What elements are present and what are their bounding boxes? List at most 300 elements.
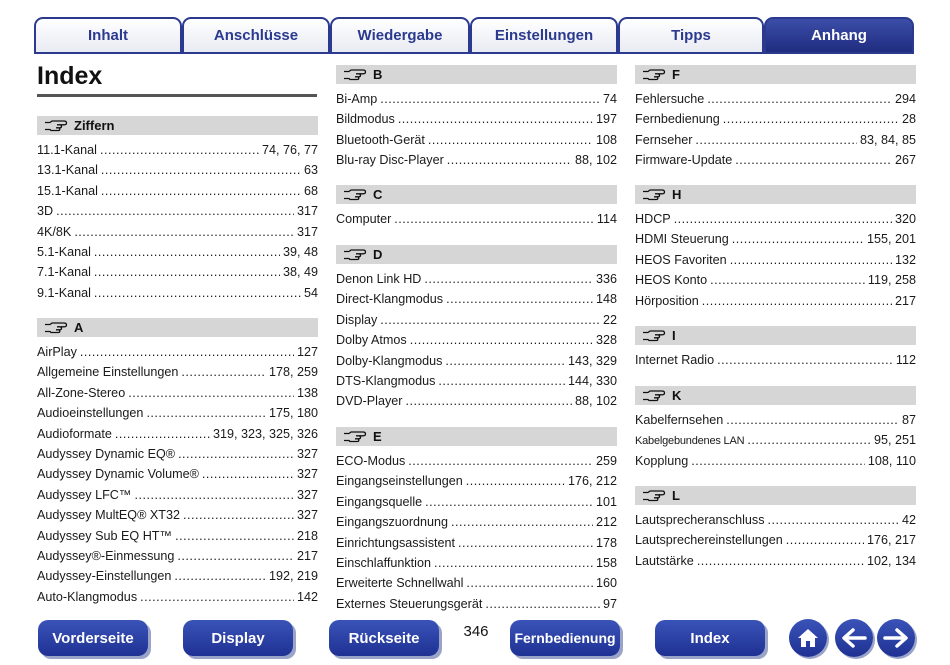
entry-pages[interactable]: 317 bbox=[296, 224, 318, 239]
section-heading bbox=[336, 427, 617, 446]
leader-dots bbox=[101, 181, 301, 201]
entry-term: Eingangszuordnung bbox=[336, 515, 449, 530]
entry-term: Einschlaffunktion bbox=[336, 555, 431, 570]
leader-dots bbox=[695, 130, 857, 150]
entry-pages[interactable]: 267 bbox=[894, 153, 916, 168]
index-button[interactable]: Index bbox=[655, 620, 765, 656]
leader-dots bbox=[691, 451, 865, 471]
entry-term: Eingangseinstellungen bbox=[336, 474, 463, 489]
index-entry[interactable] bbox=[336, 371, 617, 391]
entry-pages[interactable]: 87 bbox=[901, 413, 916, 427]
entry-pages[interactable]: 97 bbox=[602, 596, 617, 611]
leader-dots bbox=[202, 464, 294, 484]
entry-term: Bildmodus bbox=[336, 112, 395, 127]
entry-pages[interactable]: 160 bbox=[595, 576, 617, 591]
entry-term: Computer bbox=[336, 212, 392, 226]
display-button[interactable]: Display bbox=[183, 620, 293, 656]
leader-dots bbox=[174, 566, 266, 586]
entry-term: Lautsprechereinstellungen bbox=[635, 533, 783, 548]
leader-dots bbox=[451, 512, 593, 532]
pointing-hand-icon bbox=[642, 390, 666, 402]
entry-pages[interactable]: 142 bbox=[296, 589, 318, 604]
leader-dots bbox=[458, 533, 593, 553]
leader-dots bbox=[80, 342, 294, 362]
entry-pages[interactable]: 95, 251 bbox=[873, 433, 916, 448]
leader-dots bbox=[730, 250, 892, 270]
pointing-hand-icon bbox=[343, 189, 367, 201]
index-entry[interactable] bbox=[336, 553, 617, 573]
entry-pages[interactable]: 178 bbox=[595, 535, 617, 550]
entry-list bbox=[37, 140, 318, 303]
index-entry[interactable] bbox=[635, 270, 916, 290]
section-letter: L bbox=[672, 488, 680, 503]
leader-dots bbox=[710, 270, 865, 290]
section-letter: D bbox=[373, 247, 383, 262]
index-entry[interactable] bbox=[336, 289, 617, 309]
entry-term: 3D bbox=[37, 204, 54, 219]
leader-dots bbox=[697, 551, 864, 571]
entry-term: Audyssey Dynamic EQ® bbox=[37, 446, 176, 461]
index-entry[interactable] bbox=[37, 342, 318, 362]
index-entry[interactable] bbox=[635, 89, 916, 109]
entry-term: HDCP bbox=[635, 212, 671, 226]
index-entry[interactable] bbox=[336, 130, 617, 150]
section-heading bbox=[635, 326, 916, 345]
section-letter: B bbox=[373, 67, 383, 82]
entry-term: Allgemeine Einstellungen bbox=[37, 365, 179, 380]
remote-control-button[interactable]: Fernbedienung bbox=[510, 620, 620, 656]
entry-term: HDMI Steuerung bbox=[635, 232, 729, 247]
entry-term: Audyssey-Einstellungen bbox=[37, 569, 172, 584]
leader-dots bbox=[181, 362, 266, 382]
entry-pages[interactable]: 63 bbox=[303, 163, 318, 178]
pointing-hand-icon bbox=[642, 490, 666, 502]
tab-wiedergabe[interactable]: Wiedergabe bbox=[330, 17, 470, 52]
entry-term: Fernseher bbox=[635, 132, 693, 147]
entry-pages[interactable]: 102, 134 bbox=[866, 553, 916, 568]
leader-dots bbox=[94, 283, 301, 303]
entry-pages[interactable]: 83, 84, 85 bbox=[859, 132, 916, 147]
entry-pages[interactable]: 176, 212 bbox=[567, 474, 617, 489]
section-heading bbox=[635, 65, 916, 84]
entry-term: Hörposition bbox=[635, 293, 699, 308]
section-heading bbox=[37, 116, 318, 135]
entry-pages[interactable]: 317 bbox=[296, 204, 318, 219]
leader-dots bbox=[735, 150, 892, 170]
index-entry[interactable] bbox=[635, 350, 916, 370]
entry-term: Lautsprecheranschluss bbox=[635, 513, 765, 527]
leader-dots bbox=[446, 289, 593, 309]
section-letter: C bbox=[373, 187, 383, 202]
index-section bbox=[336, 65, 617, 171]
page-title: Index bbox=[37, 62, 103, 90]
index-entry[interactable] bbox=[37, 444, 318, 464]
index-entry[interactable] bbox=[635, 229, 916, 249]
entry-pages[interactable]: 88, 102 bbox=[574, 153, 617, 168]
leader-dots bbox=[702, 291, 892, 311]
pointing-hand-icon bbox=[343, 69, 367, 81]
entry-term: Audyssey Sub EQ HT™ bbox=[37, 528, 173, 543]
leader-dots bbox=[394, 209, 594, 229]
entry-pages[interactable]: 178, 259 bbox=[268, 365, 318, 380]
entry-term: All-Zone-Stereo bbox=[37, 385, 126, 400]
index-entry[interactable] bbox=[635, 109, 916, 129]
entry-pages[interactable]: 39, 48 bbox=[282, 244, 318, 259]
entry-pages[interactable]: 108, 110 bbox=[867, 453, 916, 468]
index-entry[interactable] bbox=[635, 451, 916, 471]
entry-pages[interactable]: 143, 329 bbox=[567, 353, 617, 368]
index-entry[interactable] bbox=[336, 310, 617, 330]
entry-pages[interactable]: 336 bbox=[595, 272, 617, 286]
leader-dots bbox=[445, 351, 565, 371]
entry-pages[interactable]: 28 bbox=[901, 112, 916, 127]
entry-term: 5.1-Kanal bbox=[37, 244, 91, 259]
leader-dots bbox=[466, 471, 565, 491]
index-entry[interactable] bbox=[37, 505, 318, 525]
index-entry[interactable] bbox=[635, 130, 916, 150]
entry-list bbox=[336, 269, 617, 412]
entry-term: Blu-ray Disc-Player bbox=[336, 153, 444, 168]
section-heading bbox=[635, 486, 916, 505]
index-entry[interactable] bbox=[37, 383, 318, 403]
pointing-hand-icon bbox=[642, 330, 666, 342]
index-entry[interactable] bbox=[336, 533, 617, 553]
back-button[interactable] bbox=[835, 619, 873, 657]
index-entry[interactable] bbox=[37, 160, 318, 180]
entry-list bbox=[336, 89, 617, 171]
section-heading bbox=[37, 318, 318, 337]
leader-dots bbox=[140, 587, 294, 607]
entry-pages[interactable]: 114 bbox=[596, 212, 617, 226]
leader-dots bbox=[428, 130, 593, 150]
index-entry[interactable] bbox=[37, 546, 318, 566]
entry-pages[interactable]: 327 bbox=[296, 508, 318, 523]
entry-pages[interactable]: 38, 49 bbox=[282, 265, 318, 280]
index-entry[interactable] bbox=[635, 291, 916, 311]
leader-dots bbox=[768, 510, 899, 530]
leader-dots bbox=[674, 209, 892, 229]
index-entry[interactable] bbox=[37, 587, 318, 607]
entry-term: Audyssey MultEQ® XT32 bbox=[37, 508, 180, 523]
entry-list bbox=[635, 209, 916, 311]
entry-term: Bluetooth-Gerät bbox=[336, 132, 425, 147]
leader-dots bbox=[380, 310, 600, 330]
section-heading bbox=[635, 386, 916, 405]
entry-pages[interactable]: 175, 180 bbox=[268, 406, 318, 421]
entry-pages[interactable]: 218 bbox=[296, 528, 318, 543]
index-entry[interactable] bbox=[336, 573, 617, 593]
pointing-hand-icon bbox=[642, 69, 666, 81]
entry-pages[interactable]: 74 bbox=[602, 92, 617, 106]
entry-pages[interactable]: 327 bbox=[296, 487, 318, 502]
index-entry[interactable] bbox=[336, 209, 617, 229]
entry-term: Audyssey®-Einmessung bbox=[37, 548, 175, 563]
entry-pages[interactable]: 327 bbox=[296, 467, 318, 482]
index-entry[interactable] bbox=[37, 201, 318, 221]
leader-dots bbox=[94, 242, 280, 262]
leader-dots bbox=[707, 89, 892, 109]
entry-term: Audioformate bbox=[37, 426, 112, 441]
leader-dots bbox=[100, 140, 259, 160]
leader-dots bbox=[177, 546, 294, 566]
tab-bar bbox=[34, 17, 914, 53]
entry-list bbox=[635, 89, 916, 171]
entry-pages[interactable]: 132 bbox=[894, 252, 916, 267]
leader-dots bbox=[101, 160, 301, 180]
entry-pages[interactable]: 74, 76, 77 bbox=[261, 143, 318, 157]
leader-dots bbox=[94, 262, 280, 282]
index-entry[interactable] bbox=[336, 269, 617, 289]
entry-pages[interactable]: 328 bbox=[595, 333, 617, 348]
index-entry[interactable] bbox=[37, 485, 318, 505]
entry-term: Fernbedienung bbox=[635, 112, 720, 127]
entry-list bbox=[336, 209, 617, 229]
leader-dots bbox=[747, 430, 871, 450]
leader-dots bbox=[434, 553, 593, 573]
entry-term: Audyssey LFC™ bbox=[37, 487, 132, 502]
index-entry[interactable] bbox=[37, 222, 318, 242]
index-section bbox=[336, 185, 617, 229]
entry-term: HEOS Favoriten bbox=[635, 252, 727, 267]
entry-pages[interactable]: 294 bbox=[894, 92, 916, 106]
entry-term: 11.1-Kanal bbox=[37, 143, 97, 157]
leader-dots bbox=[183, 505, 294, 525]
section-letter: F bbox=[672, 67, 680, 82]
tab-inhalt[interactable]: Inhalt bbox=[34, 17, 182, 52]
index-entry[interactable] bbox=[635, 209, 916, 229]
tab-tipps[interactable]: Tipps bbox=[618, 17, 764, 52]
entry-term: 15.1-Kanal bbox=[37, 183, 98, 198]
pointing-hand-icon bbox=[343, 249, 367, 261]
entry-term: Externes Steuerungsgerät bbox=[336, 596, 483, 611]
leader-dots bbox=[438, 371, 565, 391]
entry-term: 7.1-Kanal bbox=[37, 265, 91, 280]
back-arrow-icon bbox=[841, 628, 867, 648]
entry-term: Dolby Atmos bbox=[336, 333, 407, 348]
leader-dots bbox=[380, 89, 600, 109]
entry-term: Internet Radio bbox=[635, 353, 715, 367]
index-entry[interactable] bbox=[336, 512, 617, 532]
entry-term: Kopplung bbox=[635, 453, 689, 468]
entry-pages[interactable]: 88, 102 bbox=[574, 394, 617, 409]
index-section bbox=[635, 386, 916, 471]
index-entry[interactable] bbox=[336, 150, 617, 170]
index-entry[interactable] bbox=[336, 451, 617, 471]
entry-term: Firmware-Update bbox=[635, 153, 733, 168]
entry-pages[interactable]: 112 bbox=[895, 353, 916, 367]
index-entry[interactable] bbox=[336, 89, 617, 109]
entry-term: Lautstärke bbox=[635, 553, 694, 568]
entry-term: DVD-Player bbox=[336, 394, 403, 409]
section-letter: Ziffern bbox=[74, 118, 115, 133]
index-entry[interactable] bbox=[37, 464, 318, 484]
entry-term: Bi-Amp bbox=[336, 92, 378, 106]
index-entry[interactable] bbox=[336, 330, 617, 350]
forward-button[interactable] bbox=[877, 619, 915, 657]
index-entry[interactable] bbox=[336, 391, 617, 411]
section-letter: K bbox=[672, 388, 682, 403]
entry-term: Erweiterte Schnellwahl bbox=[336, 576, 464, 591]
entry-term: Kabelfernsehen bbox=[635, 413, 724, 427]
index-section bbox=[37, 318, 318, 607]
index-entry[interactable] bbox=[336, 471, 617, 491]
entry-pages[interactable]: 155, 201 bbox=[866, 232, 916, 247]
entry-pages[interactable]: 119, 258 bbox=[867, 273, 916, 288]
home-icon bbox=[796, 627, 820, 649]
index-section bbox=[635, 65, 916, 171]
leader-dots bbox=[405, 391, 571, 411]
entry-pages[interactable]: 319, 323, 325, 326 bbox=[212, 426, 318, 441]
index-entry[interactable] bbox=[635, 410, 916, 430]
entry-pages[interactable]: 101 bbox=[595, 494, 617, 509]
index-entry[interactable] bbox=[37, 242, 318, 262]
entry-pages[interactable]: 108 bbox=[595, 132, 617, 147]
index-entry[interactable] bbox=[336, 492, 617, 512]
pointing-hand-icon bbox=[642, 189, 666, 201]
leader-dots bbox=[786, 530, 864, 550]
entry-term: Denon Link HD bbox=[336, 272, 422, 286]
entry-term: Auto-Klangmodus bbox=[37, 589, 138, 604]
index-entry[interactable] bbox=[336, 594, 617, 614]
leader-dots bbox=[134, 485, 294, 505]
index-entry[interactable] bbox=[635, 150, 916, 170]
leader-dots bbox=[128, 383, 294, 403]
leader-dots bbox=[447, 150, 572, 170]
index-entry[interactable] bbox=[635, 530, 916, 550]
entry-term: Direct-Klangmodus bbox=[336, 292, 444, 307]
entry-list bbox=[635, 350, 916, 370]
index-entry[interactable] bbox=[635, 510, 916, 530]
index-entry[interactable] bbox=[37, 424, 318, 444]
entry-pages[interactable]: 259 bbox=[595, 454, 617, 468]
entry-list bbox=[635, 510, 916, 571]
leader-dots bbox=[717, 350, 893, 370]
pointing-hand-icon bbox=[44, 120, 68, 132]
entry-pages[interactable]: 54 bbox=[303, 285, 318, 300]
leader-dots bbox=[466, 573, 593, 593]
entry-pages[interactable]: 176, 217 bbox=[866, 533, 916, 548]
entry-list bbox=[336, 451, 617, 614]
index-entry[interactable] bbox=[37, 403, 318, 423]
entry-pages[interactable]: 197 bbox=[595, 112, 617, 127]
leader-dots bbox=[732, 229, 864, 249]
section-heading bbox=[336, 185, 617, 204]
leader-dots bbox=[146, 403, 266, 423]
entry-term: Einrichtungsassistent bbox=[336, 535, 456, 550]
entry-pages[interactable]: 138 bbox=[296, 385, 318, 400]
leader-dots bbox=[726, 410, 899, 430]
leader-dots bbox=[115, 424, 210, 444]
entry-pages[interactable]: 42 bbox=[901, 513, 916, 527]
entry-pages[interactable]: 158 bbox=[595, 555, 617, 570]
index-entry[interactable] bbox=[336, 109, 617, 129]
tab-anschluesse[interactable]: Anschlüsse bbox=[182, 17, 330, 52]
entry-pages[interactable]: 22 bbox=[602, 312, 617, 327]
entry-term: Audyssey Dynamic Volume® bbox=[37, 467, 199, 482]
entry-pages[interactable]: 217 bbox=[894, 293, 916, 308]
entry-term: Kabelgebundenes LAN bbox=[635, 435, 745, 448]
entry-pages[interactable]: 192, 219 bbox=[268, 569, 318, 584]
page-number: 346 bbox=[463, 623, 489, 640]
index-entry[interactable] bbox=[37, 362, 318, 382]
entry-term: HEOS Konto bbox=[635, 273, 708, 288]
home-button[interactable] bbox=[789, 619, 827, 657]
index-entry[interactable] bbox=[37, 526, 318, 546]
index-section bbox=[336, 245, 617, 412]
entry-term: 13.1-Kanal bbox=[37, 163, 98, 178]
index-entry[interactable] bbox=[37, 140, 318, 160]
title-underline bbox=[37, 94, 317, 97]
index-section bbox=[635, 486, 916, 571]
entry-term: ECO-Modus bbox=[336, 454, 406, 468]
tab-einstellungen[interactable]: Einstellungen bbox=[470, 17, 618, 52]
rear-panel-button[interactable]: Rückseite bbox=[329, 620, 439, 656]
entry-term: Eingangsquelle bbox=[336, 494, 423, 509]
section-heading bbox=[336, 65, 617, 84]
entry-pages[interactable]: 320 bbox=[894, 212, 916, 226]
entry-pages[interactable]: 127 bbox=[296, 345, 318, 359]
leader-dots bbox=[398, 109, 593, 129]
tab-anhang[interactable]: Anhang bbox=[764, 17, 914, 52]
entry-term: 4K/8K bbox=[37, 224, 72, 239]
entry-term: AirPlay bbox=[37, 345, 77, 359]
pointing-hand-icon bbox=[44, 322, 68, 334]
entry-pages[interactable]: 212 bbox=[595, 515, 617, 530]
index-entry[interactable] bbox=[37, 566, 318, 586]
entry-pages[interactable]: 68 bbox=[303, 183, 318, 198]
index-entry[interactable] bbox=[336, 351, 617, 371]
leader-dots bbox=[723, 109, 899, 129]
index-entry[interactable] bbox=[37, 181, 318, 201]
index-section bbox=[635, 326, 916, 370]
entry-list bbox=[37, 342, 318, 607]
leader-dots bbox=[425, 492, 593, 512]
index-section bbox=[37, 116, 318, 303]
entry-list bbox=[635, 410, 916, 471]
index-section bbox=[336, 427, 617, 614]
entry-term: Fehlersuche bbox=[635, 92, 705, 106]
entry-term: 9.1-Kanal bbox=[37, 285, 91, 300]
section-letter: I bbox=[672, 328, 676, 343]
entry-term: DTS-Klangmodus bbox=[336, 373, 436, 388]
section-letter: E bbox=[373, 429, 382, 444]
entry-pages[interactable]: 144, 330 bbox=[567, 373, 617, 388]
leader-dots bbox=[410, 330, 593, 350]
entry-pages[interactable]: 148 bbox=[595, 292, 617, 307]
entry-term: Audioeinstellungen bbox=[37, 406, 144, 421]
entry-term: Dolby-Klangmodus bbox=[336, 353, 443, 368]
pointing-hand-icon bbox=[343, 431, 367, 443]
leader-dots bbox=[485, 594, 600, 614]
entry-term: Display bbox=[336, 312, 378, 327]
section-heading bbox=[635, 185, 916, 204]
leader-dots bbox=[56, 201, 294, 221]
front-panel-button[interactable]: Vorderseite bbox=[38, 620, 148, 656]
section-heading bbox=[336, 245, 617, 264]
leader-dots bbox=[178, 444, 294, 464]
leader-dots bbox=[408, 451, 593, 471]
index-entry[interactable] bbox=[37, 262, 318, 282]
index-entry[interactable] bbox=[635, 551, 916, 571]
index-entry[interactable] bbox=[635, 430, 916, 450]
entry-pages[interactable]: 327 bbox=[296, 446, 318, 461]
index-section bbox=[635, 185, 916, 311]
leader-dots bbox=[424, 269, 593, 289]
forward-arrow-icon bbox=[883, 628, 909, 648]
index-entry[interactable] bbox=[37, 283, 318, 303]
index-entry[interactable] bbox=[635, 250, 916, 270]
entry-pages[interactable]: 217 bbox=[296, 548, 318, 563]
